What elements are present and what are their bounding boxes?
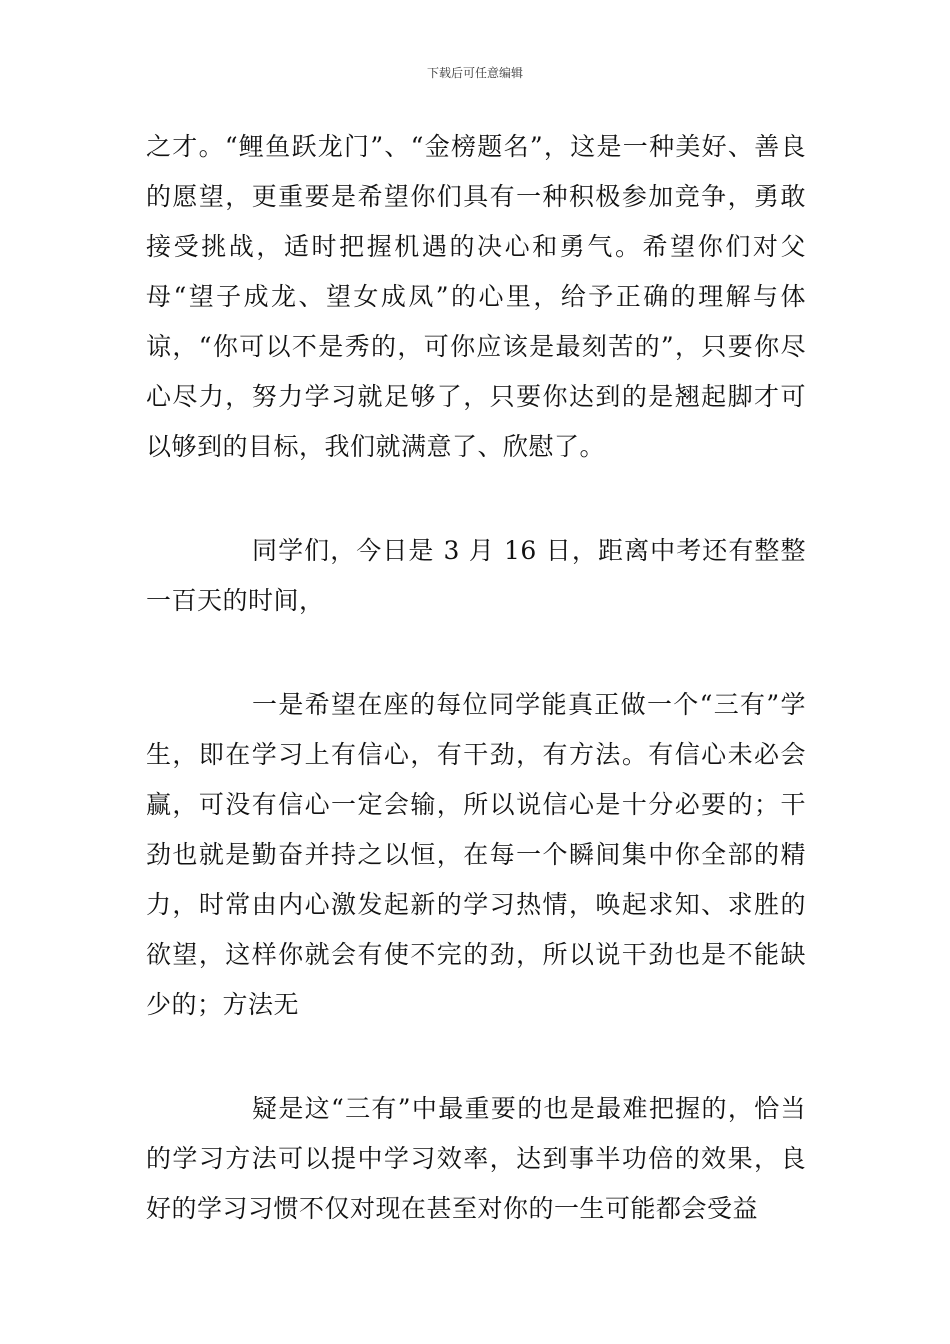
paragraph-spacer xyxy=(146,626,806,680)
page-header: 下载后可任意编辑 xyxy=(426,66,523,80)
paragraph-3: 一是希望在座的每位同学能真正做一个“三有”学生，即在学习上有信心，有干劲，有方法。有信心未必会赢，可没有信心一定会输，所以说信心是十分必要的；干劲也就是勤奋并持之以恒，在每一个瞬间集中你全部的精力，时常由内心激发起新的学习热情，唤起求知、求胜的欲望，这样你就会有使不完的劲，所以说干劲也是不能缺少的；方法无 xyxy=(146,690,806,1019)
document-body xyxy=(146,122,806,1234)
paragraph-2: 同学们，今日是 3 月 16 日，距离中考还有整整一百天的时间， xyxy=(146,536,806,615)
paragraph-spacer xyxy=(146,1030,806,1084)
paragraph-4: 疑是这“三有”中最重要的也是最难把握的，恰当的学习方法可以提中学习效率，达到事半功倍的效果，良好的学习习惯不仅对现在甚至对你的一生可能都会受益 xyxy=(146,1094,806,1223)
paragraph-spacer xyxy=(146,472,806,526)
paragraph-1: 之才。“鲤鱼跃龙门”、“金榜题名”，这是一种美好、善良的愿望，更重要是希望你们具有一种积极参加竞争，勇敢接受挑战，适时把握机遇的决心和勇气。希望你们对父母“望子成龙、望女成凤”的心里，给予正确的理解与体谅，“你可以不是秀的，可你应该是最刻苦的”，只要你尽心尽力，努力学习就足够了，只要你达到的是翘起脚才可以够到的目标，我们就满意了、欣慰了。 xyxy=(146,132,806,461)
